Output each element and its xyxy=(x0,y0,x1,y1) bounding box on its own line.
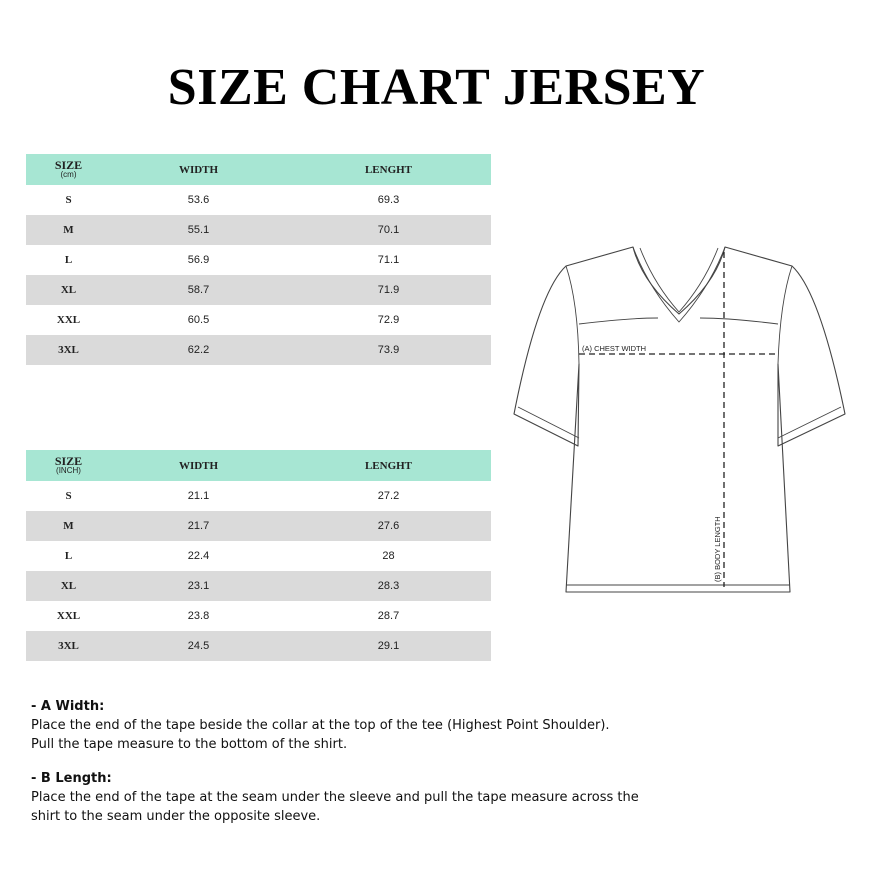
table-row xyxy=(26,305,491,335)
length-cell: 71.9 xyxy=(286,275,491,305)
page-title: SIZE CHART JERSEY xyxy=(167,59,706,116)
table-header-row xyxy=(26,154,491,185)
length-note-line: Place the end of the tape at the seam under the sleeve and pull the tape measure across the xyxy=(31,790,639,805)
table-row xyxy=(26,541,491,571)
length-cell: 72.9 xyxy=(286,305,491,335)
table-row xyxy=(26,185,491,215)
size-cell: S xyxy=(26,481,111,511)
measurement-notes xyxy=(31,697,711,826)
table-header-row xyxy=(26,450,491,481)
width-cell: 56.9 xyxy=(111,245,286,275)
width-cell: 24.5 xyxy=(111,631,286,661)
length-cell: 28.3 xyxy=(286,571,491,601)
table-row xyxy=(26,631,491,661)
length-cell: 27.6 xyxy=(286,511,491,541)
size-header-label: SIZE xyxy=(54,157,83,172)
size-cell: 3XL xyxy=(26,335,111,365)
size-cell: XXL xyxy=(26,305,111,335)
size-cell: M xyxy=(26,511,111,541)
width-cell: 62.2 xyxy=(111,335,286,365)
length-cell: 28 xyxy=(286,541,491,571)
width-cell: 53.6 xyxy=(111,185,286,215)
width-cell: 22.4 xyxy=(111,541,286,571)
length-column-header: LENGHT xyxy=(286,154,491,185)
size-column-header xyxy=(26,450,111,481)
width-note-title: - A Width: xyxy=(31,699,105,714)
width-cell: 21.1 xyxy=(111,481,286,511)
table-row xyxy=(26,511,491,541)
length-note-line: shirt to the seam under the opposite sleeve. xyxy=(31,809,321,824)
table-row xyxy=(26,571,491,601)
width-note-line: Place the end of the tape beside the collar at the top of the tee (Highest Point Shoulder). xyxy=(31,718,610,733)
table-row xyxy=(26,601,491,631)
size-cell: L xyxy=(26,245,111,275)
length-cell: 69.3 xyxy=(286,185,491,215)
table-row xyxy=(26,245,491,275)
size-cell: S xyxy=(26,185,111,215)
size-cell: L xyxy=(26,541,111,571)
unit-label: (cm) xyxy=(60,169,77,179)
length-cell: 28.7 xyxy=(286,601,491,631)
width-column-header: WIDTH xyxy=(111,450,286,481)
width-note-line: Pull the tape measure to the bottom of the shirt. xyxy=(31,737,348,752)
jersey-outline xyxy=(514,247,845,592)
size-header-label: SIZE xyxy=(54,453,83,468)
size-cell: XL xyxy=(26,571,111,601)
length-cell: 71.1 xyxy=(286,245,491,275)
size-cell: XXL xyxy=(26,601,111,631)
width-cell: 21.7 xyxy=(111,511,286,541)
width-cell: 60.5 xyxy=(111,305,286,335)
width-cell: 23.8 xyxy=(111,601,286,631)
width-cell: 23.1 xyxy=(111,571,286,601)
chest-width-label: (A) CHEST WIDTH xyxy=(582,344,647,353)
size-table-cm xyxy=(26,154,491,365)
length-note-title: - B Length: xyxy=(31,771,112,786)
length-cell: 29.1 xyxy=(286,631,491,661)
size-cell: M xyxy=(26,215,111,245)
length-cell: 73.9 xyxy=(286,335,491,365)
width-cell: 58.7 xyxy=(111,275,286,305)
unit-label: (INCH) xyxy=(56,465,81,475)
length-cell: 70.1 xyxy=(286,215,491,245)
table-row xyxy=(26,215,491,245)
table-row xyxy=(26,275,491,305)
length-cell: 27.2 xyxy=(286,481,491,511)
size-column-header xyxy=(26,154,111,185)
length-column-header: LENGHT xyxy=(286,450,491,481)
size-table-inch xyxy=(26,450,491,661)
size-cell: 3XL xyxy=(26,631,111,661)
table-row xyxy=(26,481,491,511)
table-row xyxy=(26,335,491,365)
body-length-label: (B) BODY LENGTH xyxy=(713,516,722,582)
size-cell: XL xyxy=(26,275,111,305)
jersey-diagram xyxy=(508,242,853,602)
width-cell: 55.1 xyxy=(111,215,286,245)
width-column-header: WIDTH xyxy=(111,154,286,185)
